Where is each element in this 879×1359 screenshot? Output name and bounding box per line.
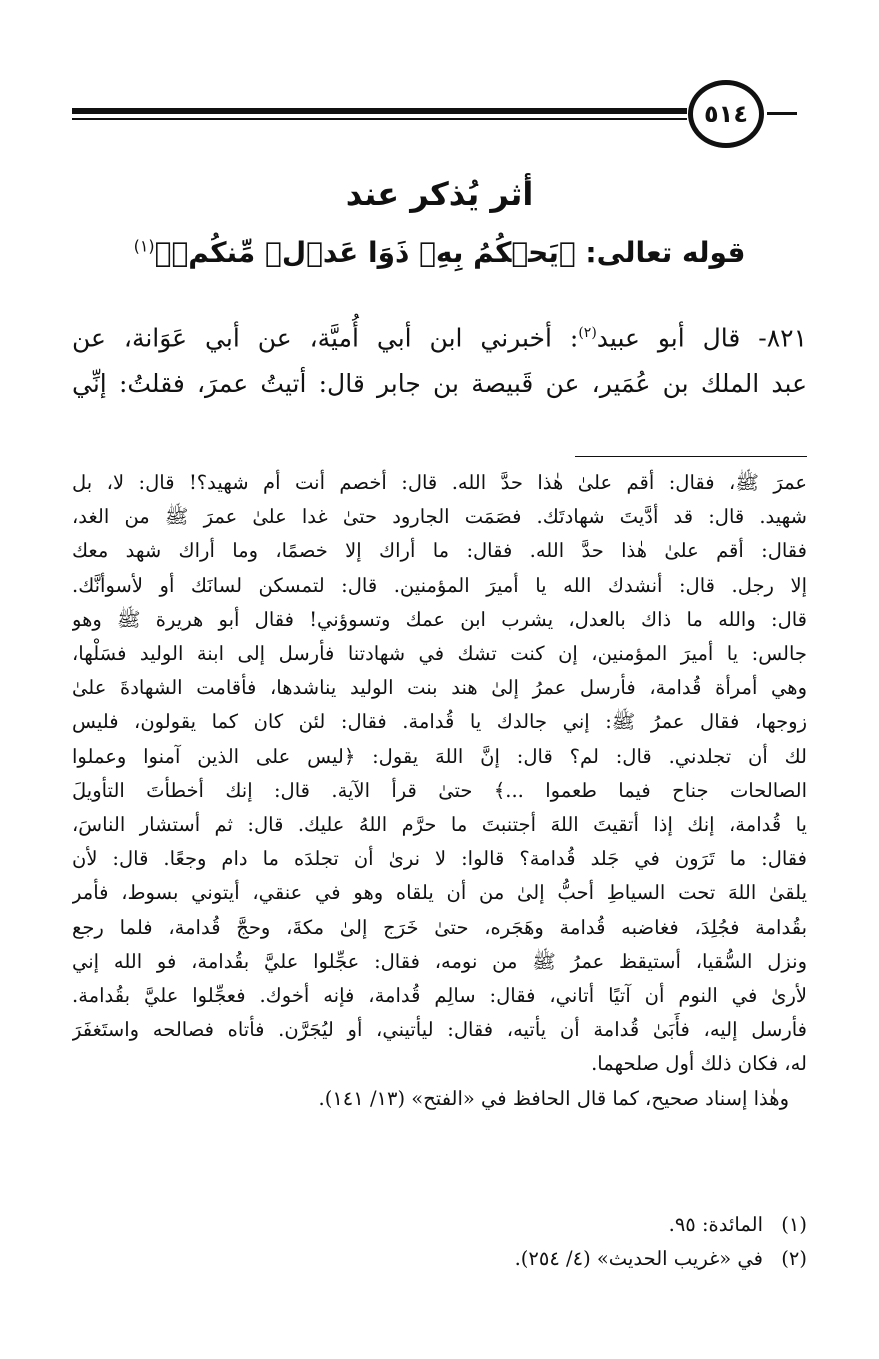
note-line: زوجها، فقال عمرُ ﷺ: إني جالدك يا قُدامة. فقال: لئن كان كما يقولون، فليس: [72, 710, 807, 734]
main-text: [72, 310, 807, 407]
footnote-text: في «غريب الحديث» (٤/ ٢٥٤).: [514, 1247, 763, 1270]
footnote-continuation: [72, 466, 807, 1116]
page-number: ٥١٤: [688, 80, 764, 148]
main-line-2: عبد الملك بن عُمَير، عن قَبيصة بن جابر قال: أتيتُ عمرَ، فقلتُ: إنِّي: [72, 369, 807, 399]
note-line: لأرىٰ في النوم أن آتيًا أتاني، فقال: سالِم قُدامة، فإنه أخوك. فعجِّلوا عليَّ بقُدامة.: [72, 984, 807, 1008]
footnotes: [72, 1208, 807, 1276]
note-line: قال: والله ما ذاك بالعدل، يشرب ابن عمك وتسوؤني! فقال أبو هريرة ﷺ وهو: [72, 607, 807, 631]
main-line-1: [72, 310, 807, 361]
note-line: فقال: ما تَرَون في جَلد قُدامة؟ قالوا: لا نرىٰ أن تجلدَه ما دام وجعًا. قال: لأن: [72, 847, 807, 871]
note-line: ونزل السُّقيا، أستيقظ عمرُ ﷺ من نومه، فقال: عجِّلوا عليَّ بقُدامة، فو الله إني: [72, 949, 807, 973]
main-line-1-part-a: ٨٢١- قال أبو عبيد: [596, 323, 807, 353]
header-rule-thick: [72, 108, 687, 114]
section-title: أثر يُذكر عند: [345, 175, 534, 213]
note-line: عمرَ ﷺ، فقال: أقم علىٰ هٰذا حدَّ الله. قال: أخصم أنت أم شهيد؟! قال: لا، بل: [72, 471, 807, 494]
note-line: بقُدامة فجُلِدَ، فغاضبه قُدامة وهَجَره، حتىٰ خَرَج إلىٰ مكةَ، وحجَّ قُدامة، فلما رجع: [72, 915, 807, 939]
header-rule-right: [767, 112, 797, 115]
header-rule-thin: [72, 118, 687, 120]
subtitle-text: قوله تعالى: ﴿يَحۡكُمُ بِهِۦ ذَوَا عَدۡلٖ مِّنكُمۡ﴾: [154, 236, 746, 269]
note-line: جالس: يا أميرَ المؤمنين، إن كنت تشك في شهادتنا فأرسل إلى ابنة الوليد فسَلْها،: [72, 642, 807, 666]
footnote-number: (١): [781, 1213, 807, 1236]
note-line: فقال: أقم علىٰ هٰذا حدَّ الله. فقال: ما أراك إلا خصمًا، وما أراك شهد معك: [72, 539, 807, 563]
note-line: وهي أمرأة قُدامة، فأرسل عمرُ إلىٰ هند بنت الوليد يناشدها، فأقامت الشهادةَ علىٰ: [72, 676, 807, 700]
main-line-1-part-b: : أخبرني ابن أبي أُميَّة، عن أبي عَوَانة، عن: [72, 323, 579, 353]
note-line: وهٰذا إسناد صحيح، كما قال الحافظ في «الفتح» (١٣/ ١٤١).: [318, 1086, 789, 1110]
footnote-marker-1: (١): [133, 236, 155, 256]
note-line: شهيد. قال: قد أدَّيتَ شهادتَك. فصَمَت الجارود حتىٰ غدا علىٰ عمرَ ﷺ من الغد،: [72, 505, 807, 529]
footnote-text: المائدة: ٩٥.: [668, 1213, 763, 1236]
note-line: يلقىٰ اللهَ تحت السياطِ أحبُّ إلىٰ من أن يلقاه وهو في عنقي، أيتوني بسوط، فأمر: [72, 881, 807, 905]
note-line: الصالحات جناح فيما طعموا ...﴾ حتىٰ قرأ الآية. قال: إنك أخطأتَ التأويلَ: [72, 778, 807, 802]
note-line: له، فكان ذلك أول صلحهما.: [591, 1052, 807, 1076]
note-line: لك أن تجلدني. قال: لم؟ قال: إنَّ اللهَ يقول: ﴿ليس على الذين آمنوا وعملوا: [72, 744, 807, 768]
footnote-item: [72, 1208, 807, 1242]
footnote-item: [72, 1242, 807, 1276]
section-subtitle: [72, 236, 807, 269]
footnote-separator: [575, 456, 807, 457]
footnote-number: (٢): [781, 1247, 807, 1270]
footnote-marker-2: (٢): [578, 325, 597, 341]
note-line: يا قُدامة، إنك إذا أتقيتَ اللهَ أجتنبتَ ما حرَّم اللهُ عليك. قال: ثم أستشار الناسَ،: [72, 813, 807, 837]
note-line: فأرسل إليه، فأَبَىٰ قُدامة أن يأتيه، فقال: ليأتيني، أو ليُجَرَّن. فأتاه فصالحه واستَغفَرَ: [72, 1018, 807, 1042]
note-line: إلا رجل. قال: أنشدك الله يا أميرَ المؤمنين. قال: لتمسكن لسانَك أو لأسوأنَّك.: [72, 573, 807, 597]
